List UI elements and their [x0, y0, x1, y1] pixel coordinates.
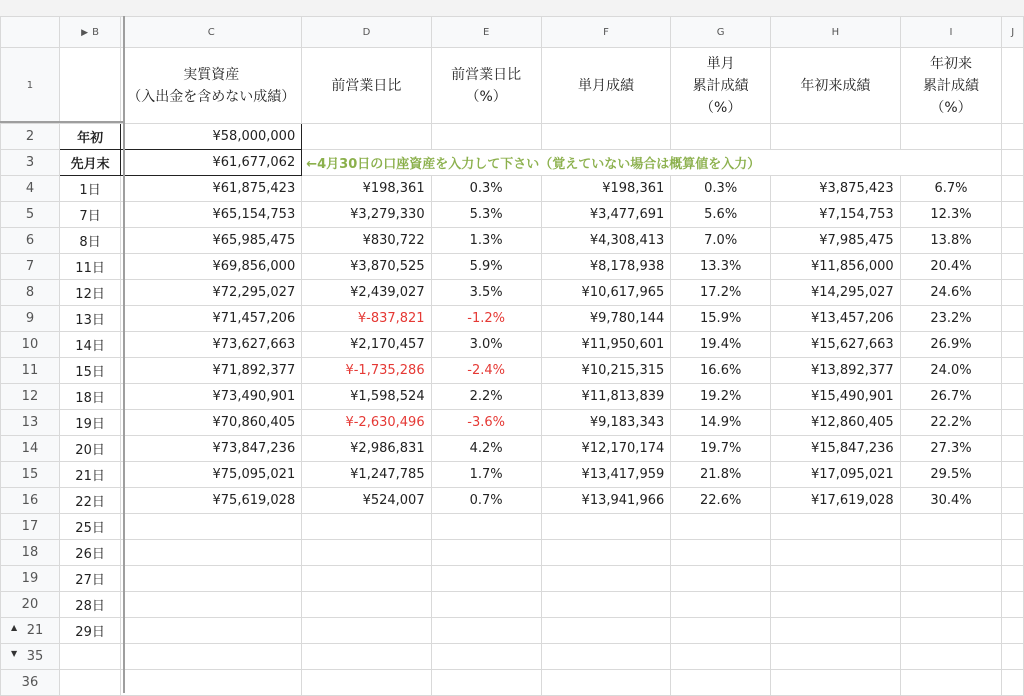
cell-d[interactable]: [302, 540, 431, 566]
cell-e1[interactable]: 前営業日比 （%）: [431, 48, 541, 124]
cell-i[interactable]: 29.5%: [900, 462, 1002, 488]
row-number: 18: [21, 545, 39, 560]
cell-c[interactable]: ¥72,295,027: [121, 280, 302, 306]
table-row: [1, 540, 1024, 566]
cell-c[interactable]: ¥75,619,028: [121, 488, 302, 514]
row-header[interactable]: [1, 332, 60, 358]
cell-g[interactable]: 22.6%: [671, 488, 771, 514]
cell-d[interactable]: [302, 124, 431, 150]
cell-day[interactable]: 年初: [59, 124, 120, 150]
table-row: [1, 566, 1024, 592]
cell-g[interactable]: [671, 670, 771, 696]
cell-g[interactable]: 13.3%: [671, 254, 771, 280]
cell-c[interactable]: ¥61,875,423: [121, 176, 302, 202]
cell-c[interactable]: ¥71,457,206: [121, 306, 302, 332]
cell-g[interactable]: 5.6%: [671, 202, 771, 228]
cell-h[interactable]: ¥15,847,236: [771, 436, 901, 462]
cell-d[interactable]: [302, 514, 431, 540]
cell-d[interactable]: [302, 670, 431, 696]
cell-i[interactable]: 26.9%: [900, 332, 1002, 358]
cell-day[interactable]: 14日: [59, 332, 120, 358]
row-header[interactable]: [1, 618, 60, 644]
cell-j[interactable]: [1002, 540, 1024, 566]
cell-g[interactable]: 19.4%: [671, 332, 771, 358]
cell-h[interactable]: [771, 592, 901, 618]
cell-d[interactable]: ¥-837,821: [302, 306, 431, 332]
cell-e[interactable]: 1.3%: [431, 228, 541, 254]
cell-day[interactable]: [59, 670, 120, 696]
table-row: [1, 670, 1024, 696]
cell-e[interactable]: 3.0%: [431, 332, 541, 358]
cell-day[interactable]: 8日: [59, 228, 120, 254]
cell-e[interactable]: 1.7%: [431, 462, 541, 488]
table-row: [1, 410, 1024, 436]
cell-day[interactable]: 11日: [59, 254, 120, 280]
cell-j[interactable]: [1002, 514, 1024, 540]
cell-day[interactable]: 26日: [59, 540, 120, 566]
row-number: 13: [21, 415, 39, 430]
cell-g[interactable]: 16.6%: [671, 358, 771, 384]
cell-day[interactable]: [59, 644, 120, 670]
cell-h[interactable]: ¥7,154,753: [771, 202, 901, 228]
row-header-1[interactable]: 1: [1, 48, 60, 124]
cell-e[interactable]: [431, 644, 541, 670]
cell-h[interactable]: [771, 514, 901, 540]
cell-d[interactable]: [302, 644, 431, 670]
cell-day[interactable]: 19日: [59, 410, 120, 436]
col-header-g[interactable]: G: [671, 17, 771, 48]
cell-day[interactable]: 先月末: [59, 150, 120, 176]
cell-g[interactable]: 0.3%: [671, 176, 771, 202]
cell-e[interactable]: [431, 540, 541, 566]
row-header[interactable]: [1, 228, 60, 254]
cell-h[interactable]: [771, 618, 901, 644]
cell-day[interactable]: 1日: [59, 176, 120, 202]
col-header-f[interactable]: F: [541, 17, 671, 48]
cell-g[interactable]: [671, 644, 771, 670]
row-number: 17: [21, 519, 39, 534]
cell-g[interactable]: [671, 618, 771, 644]
row-number: 12: [21, 389, 39, 404]
cell-g[interactable]: [671, 566, 771, 592]
cell-c1[interactable]: 実質資産 （入出金を含めない成績）: [121, 48, 302, 124]
cell-f[interactable]: [541, 540, 671, 566]
cell-i[interactable]: 30.4%: [900, 488, 1002, 514]
cell-g[interactable]: [671, 540, 771, 566]
row-header[interactable]: [1, 384, 60, 410]
cell-i[interactable]: 26.7%: [900, 384, 1002, 410]
cell-i[interactable]: 27.3%: [900, 436, 1002, 462]
col-header-d[interactable]: D: [302, 17, 431, 48]
cell-g[interactable]: 7.0%: [671, 228, 771, 254]
cell-j[interactable]: [1002, 644, 1024, 670]
cell-e[interactable]: 5.3%: [431, 202, 541, 228]
cell-g[interactable]: 17.2%: [671, 280, 771, 306]
row-header[interactable]: [1, 488, 60, 514]
table-row: [1, 332, 1024, 358]
cell-f[interactable]: ¥9,780,144: [541, 306, 671, 332]
cell-h[interactable]: ¥15,490,901: [771, 384, 901, 410]
cell-c[interactable]: ¥71,892,377: [121, 358, 302, 384]
cell-f[interactable]: ¥11,813,839: [541, 384, 671, 410]
cell-i[interactable]: 24.0%: [900, 358, 1002, 384]
cell-day[interactable]: 12日: [59, 280, 120, 306]
row-number: 21: [26, 623, 44, 638]
row-number: 9: [25, 311, 35, 326]
cell-d[interactable]: [302, 592, 431, 618]
cell-j[interactable]: [1002, 358, 1024, 384]
cell-g[interactable]: 14.9%: [671, 410, 771, 436]
cell-e[interactable]: 5.9%: [431, 254, 541, 280]
row-header[interactable]: [1, 670, 60, 696]
cell-d[interactable]: ¥1,247,785: [302, 462, 431, 488]
cell-i[interactable]: [900, 644, 1002, 670]
cell-j[interactable]: [1002, 618, 1024, 644]
toolbar-strip: [0, 0, 1024, 17]
row-header[interactable]: [1, 462, 60, 488]
cell-h[interactable]: [771, 644, 901, 670]
cell-h[interactable]: [771, 566, 901, 592]
row-header[interactable]: [1, 514, 60, 540]
table-row: [1, 358, 1024, 384]
cell-f[interactable]: ¥12,170,174: [541, 436, 671, 462]
row-number: 11: [21, 363, 39, 378]
cell-i[interactable]: 23.2%: [900, 306, 1002, 332]
cell-day[interactable]: 13日: [59, 306, 120, 332]
cell-e[interactable]: [431, 592, 541, 618]
cell-h[interactable]: [771, 540, 901, 566]
cell-f[interactable]: [541, 670, 671, 696]
cell-h[interactable]: ¥3,875,423: [771, 176, 901, 202]
cell-d[interactable]: ¥-2,630,496: [302, 410, 431, 436]
row-header[interactable]: [1, 150, 60, 176]
col-header-i[interactable]: I: [900, 17, 1002, 48]
cell-f[interactable]: ¥11,950,601: [541, 332, 671, 358]
cell-f[interactable]: ¥9,183,343: [541, 410, 671, 436]
cell-c[interactable]: [121, 514, 302, 540]
row-number: 6: [25, 233, 35, 248]
cell-j[interactable]: [1002, 488, 1024, 514]
row-header[interactable]: [1, 280, 60, 306]
cell-e[interactable]: [431, 670, 541, 696]
cell-c[interactable]: [121, 566, 302, 592]
cell-i[interactable]: 6.7%: [900, 176, 1002, 202]
cell-f[interactable]: ¥13,417,959: [541, 462, 671, 488]
cell-c[interactable]: ¥65,154,753: [121, 202, 302, 228]
row-number: 15: [21, 467, 39, 482]
cell-j[interactable]: [1002, 670, 1024, 696]
row-header[interactable]: [1, 410, 60, 436]
cell-f[interactable]: ¥13,941,966: [541, 488, 671, 514]
cell-f[interactable]: ¥3,477,691: [541, 202, 671, 228]
row-number: 7: [25, 259, 35, 274]
cell-j[interactable]: [1002, 124, 1024, 150]
cell-f[interactable]: [541, 592, 671, 618]
cell-i[interactable]: [900, 540, 1002, 566]
cell-i[interactable]: 12.3%: [900, 202, 1002, 228]
cell-h[interactable]: ¥7,985,475: [771, 228, 901, 254]
header-row: [1, 48, 1024, 124]
col-header-e[interactable]: E: [431, 17, 541, 48]
cell-e[interactable]: [431, 514, 541, 540]
row-number: 20: [21, 597, 39, 612]
cell-e[interactable]: 3.5%: [431, 280, 541, 306]
table-row: [1, 280, 1024, 306]
table-row: [1, 228, 1024, 254]
cell-day[interactable]: 29日: [59, 618, 120, 644]
cell-i1[interactable]: 年初来 累計成績 （%）: [900, 48, 1002, 124]
table-row: [1, 202, 1024, 228]
spreadsheet-grid: [0, 16, 1024, 696]
row-header[interactable]: [1, 644, 60, 670]
table-row: [1, 436, 1024, 462]
cell-j[interactable]: [1002, 150, 1024, 176]
table-row: [1, 306, 1024, 332]
cell-h[interactable]: ¥14,295,027: [771, 280, 901, 306]
col-header-b[interactable]: ▶ B: [59, 17, 120, 48]
table-row: [1, 644, 1024, 670]
cell-f[interactable]: [541, 644, 671, 670]
row-number: 4: [25, 181, 35, 196]
cell-day[interactable]: 7日: [59, 202, 120, 228]
cell-d[interactable]: ¥524,007: [302, 488, 431, 514]
cell-d[interactable]: ¥2,986,831: [302, 436, 431, 462]
row-number: 10: [21, 337, 39, 352]
cell-i[interactable]: [900, 514, 1002, 540]
table-row: [1, 488, 1024, 514]
row-header[interactable]: [1, 176, 60, 202]
cell-d[interactable]: [302, 566, 431, 592]
cell-h[interactable]: ¥15,627,663: [771, 332, 901, 358]
table-row: [1, 150, 1024, 176]
cell-j[interactable]: [1002, 254, 1024, 280]
row-number: 19: [21, 571, 39, 586]
cell-h[interactable]: [771, 670, 901, 696]
cell-g[interactable]: [671, 514, 771, 540]
triangle-down-icon[interactable]: ▼: [11, 649, 18, 658]
row-header[interactable]: [1, 254, 60, 280]
cell-c[interactable]: ¥70,860,405: [121, 410, 302, 436]
cell-e[interactable]: -1.2%: [431, 306, 541, 332]
cell-j[interactable]: [1002, 462, 1024, 488]
cell-f1[interactable]: 単月成績: [541, 48, 671, 124]
cell-i[interactable]: 20.4%: [900, 254, 1002, 280]
cell-f[interactable]: ¥198,361: [541, 176, 671, 202]
table-row: [1, 514, 1024, 540]
triangle-right-icon[interactable]: ▶: [81, 27, 89, 38]
cell-d[interactable]: ¥-1,735,286: [302, 358, 431, 384]
row-header[interactable]: [1, 202, 60, 228]
frozen-row-divider[interactable]: [0, 121, 123, 123]
cell-day[interactable]: 18日: [59, 384, 120, 410]
cell-e[interactable]: [431, 566, 541, 592]
cell-f[interactable]: [541, 124, 671, 150]
cell-i[interactable]: 22.2%: [900, 410, 1002, 436]
cell-e[interactable]: 2.2%: [431, 384, 541, 410]
col-header-c[interactable]: C: [121, 17, 302, 48]
cell-g[interactable]: [671, 124, 771, 150]
cell-c[interactable]: ¥69,856,000: [121, 254, 302, 280]
col-header-j[interactable]: J: [1002, 17, 1024, 48]
col-header-h[interactable]: H: [771, 17, 901, 48]
table-row: [1, 124, 1024, 150]
cell-e[interactable]: -3.6%: [431, 410, 541, 436]
cell-j1[interactable]: [1002, 48, 1024, 124]
cell-c[interactable]: ¥73,627,663: [121, 332, 302, 358]
cell-c[interactable]: [121, 618, 302, 644]
cell-e[interactable]: 0.7%: [431, 488, 541, 514]
cell-h[interactable]: ¥13,457,206: [771, 306, 901, 332]
cell-j[interactable]: [1002, 332, 1024, 358]
cell-i[interactable]: [900, 124, 1002, 150]
row-number: 2: [25, 129, 35, 144]
cell-e[interactable]: 4.2%: [431, 436, 541, 462]
cell-j[interactable]: [1002, 280, 1024, 306]
frozen-column-divider[interactable]: [123, 16, 125, 693]
cell-c[interactable]: ¥75,095,021: [121, 462, 302, 488]
table-row: [1, 254, 1024, 280]
table-row: [1, 384, 1024, 410]
cell-b1[interactable]: [59, 48, 120, 124]
cell-day[interactable]: 20日: [59, 436, 120, 462]
cell-f[interactable]: [541, 514, 671, 540]
cell-h[interactable]: ¥17,095,021: [771, 462, 901, 488]
cell-j[interactable]: [1002, 410, 1024, 436]
cell-e[interactable]: -2.4%: [431, 358, 541, 384]
row-header[interactable]: [1, 540, 60, 566]
cell-day[interactable]: 22日: [59, 488, 120, 514]
cell-d[interactable]: ¥830,722: [302, 228, 431, 254]
cell-day[interactable]: 15日: [59, 358, 120, 384]
row-number: 3: [25, 155, 35, 170]
cell-g1[interactable]: 単月 累計成績 （%）: [671, 48, 771, 124]
cell-h1[interactable]: 年初来成績: [771, 48, 901, 124]
cell-c[interactable]: ¥73,490,901: [121, 384, 302, 410]
cell-i[interactable]: [900, 566, 1002, 592]
row-header[interactable]: [1, 436, 60, 462]
cell-c[interactable]: ¥65,985,475: [121, 228, 302, 254]
cell-g[interactable]: 19.2%: [671, 384, 771, 410]
table-row: [1, 592, 1024, 618]
cell-h[interactable]: ¥11,856,000: [771, 254, 901, 280]
cell-day[interactable]: 27日: [59, 566, 120, 592]
row-number: 35: [26, 649, 44, 664]
triangle-up-icon[interactable]: ▲: [11, 623, 18, 632]
cell-h[interactable]: ¥13,892,377: [771, 358, 901, 384]
cell-day[interactable]: 21日: [59, 462, 120, 488]
cell-d[interactable]: ¥198,361: [302, 176, 431, 202]
cell-f[interactable]: ¥10,617,965: [541, 280, 671, 306]
row-number: 5: [25, 207, 35, 222]
row-number: 36: [21, 675, 39, 690]
cell-g[interactable]: 15.9%: [671, 306, 771, 332]
cell-i[interactable]: [900, 618, 1002, 644]
cell-h[interactable]: [771, 124, 901, 150]
cell-d[interactable]: ¥3,279,330: [302, 202, 431, 228]
cell-f[interactable]: [541, 618, 671, 644]
cell-f[interactable]: [541, 566, 671, 592]
row-header[interactable]: [1, 358, 60, 384]
cell-i[interactable]: [900, 670, 1002, 696]
cell-d[interactable]: ¥3,870,525: [302, 254, 431, 280]
row-number: 16: [21, 493, 39, 508]
row-header[interactable]: [1, 306, 60, 332]
cell-f[interactable]: ¥8,178,938: [541, 254, 671, 280]
cell-i[interactable]: 13.8%: [900, 228, 1002, 254]
cell-e[interactable]: [431, 124, 541, 150]
cell-d[interactable]: ¥2,170,457: [302, 332, 431, 358]
cell-j[interactable]: [1002, 202, 1024, 228]
cell-j[interactable]: [1002, 306, 1024, 332]
cell-j[interactable]: [1002, 566, 1024, 592]
cell-i[interactable]: 24.6%: [900, 280, 1002, 306]
cell-g[interactable]: 21.8%: [671, 462, 771, 488]
cell-note[interactable]: ←4月30日の口座資産を入力して下さい（覚えていない場合は概算値を入力）: [302, 150, 1002, 176]
cell-d[interactable]: ¥2,439,027: [302, 280, 431, 306]
cell-d[interactable]: [302, 618, 431, 644]
cell-d1[interactable]: 前営業日比: [302, 48, 431, 124]
cell-c[interactable]: [121, 670, 302, 696]
cell-c[interactable]: ¥73,847,236: [121, 436, 302, 462]
cell-j[interactable]: [1002, 176, 1024, 202]
row-number: 14: [21, 441, 39, 456]
cell-e[interactable]: [431, 618, 541, 644]
cell-c[interactable]: [121, 540, 302, 566]
cell-f[interactable]: ¥4,308,413: [541, 228, 671, 254]
table-row: [1, 618, 1024, 644]
cell-c[interactable]: ¥58,000,000: [121, 124, 302, 150]
cell-f[interactable]: ¥10,215,315: [541, 358, 671, 384]
cell-c[interactable]: [121, 644, 302, 670]
table-row: [1, 462, 1024, 488]
cell-i[interactable]: [900, 592, 1002, 618]
cell-c[interactable]: [121, 592, 302, 618]
corner-cell[interactable]: [1, 17, 60, 48]
row-number: 8: [25, 285, 35, 300]
row-header[interactable]: [1, 124, 60, 150]
cell-j[interactable]: [1002, 436, 1024, 462]
row-header[interactable]: [1, 592, 60, 618]
cell-assets[interactable]: ¥61,677,062: [121, 150, 302, 176]
cell-g[interactable]: 19.7%: [671, 436, 771, 462]
table-row: [1, 176, 1024, 202]
cell-j[interactable]: [1002, 384, 1024, 410]
cell-h[interactable]: ¥17,619,028: [771, 488, 901, 514]
cell-j[interactable]: [1002, 592, 1024, 618]
row-header[interactable]: [1, 566, 60, 592]
cell-e[interactable]: 0.3%: [431, 176, 541, 202]
cell-j[interactable]: [1002, 228, 1024, 254]
cell-day[interactable]: 25日: [59, 514, 120, 540]
cell-day[interactable]: 28日: [59, 592, 120, 618]
cell-h[interactable]: ¥12,860,405: [771, 410, 901, 436]
cell-g[interactable]: [671, 592, 771, 618]
cell-d[interactable]: ¥1,598,524: [302, 384, 431, 410]
